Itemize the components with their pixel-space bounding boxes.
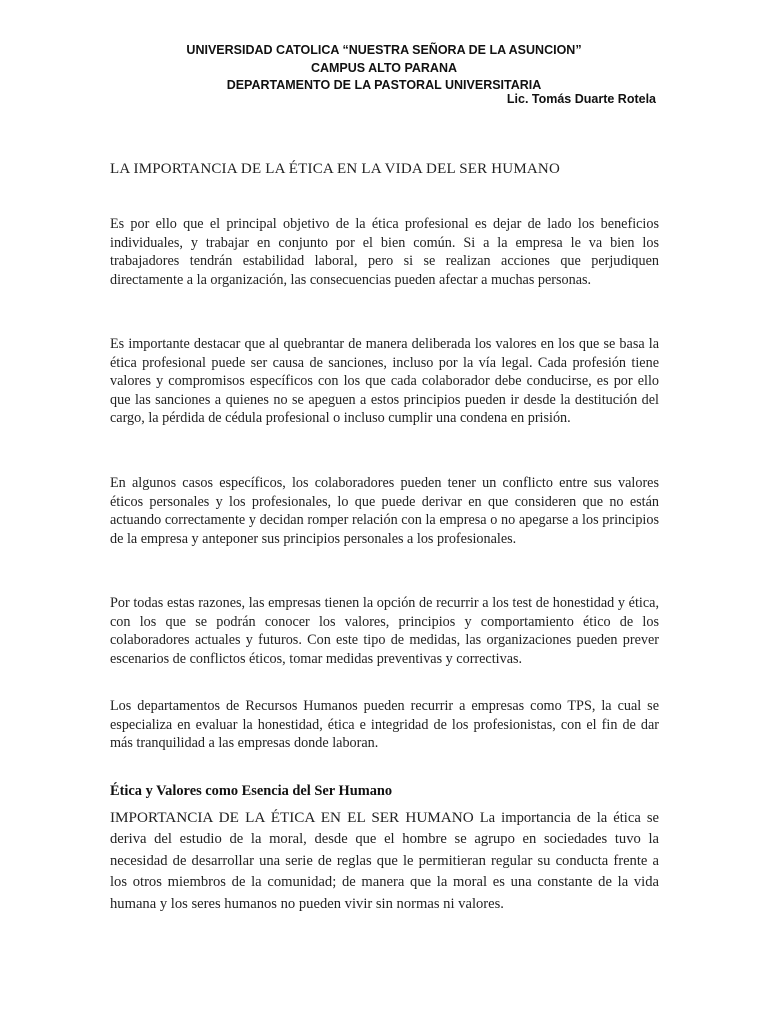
university-name: UNIVERSIDAD CATOLICA “NUESTRA SEÑORA DE LA ASUNCION”: [186, 43, 582, 57]
department-name: DEPARTAMENTO DE LA PASTORAL UNIVERSITARIA: [226, 78, 542, 92]
final-paragraph-text: La importancia de la ética se deriva del estudio de la moral, desde que el hombre se agrupo en sociedades tuvo la necesidad de desarrollar una serie de reglas que le permitieran regular su conducta frente a los otros miembros de la comunidad; de manera que la moral es una constante de la vida humana y los seres humanos no pueden vivir sin normas ni valores.: [110, 810, 659, 912]
paragraph-2: Es importante destacar que al quebrantar de manera deliberada los valores en los que se basa la ética profesional puede ser causa de sanciones, incluso por la vía legal. Cada profesión tiene valores y compromisos específicos con los que cada colaborador debe conducirse, es por ello que las sanciones a quienes no se apeguen a estos principios pueden ir desde la destitución del cargo, la pérdida de cédula profesional o incluso cumplir una condena en prisión.: [110, 336, 659, 427]
document-title: LA IMPORTANCIA DE LA ÉTICA EN LA VIDA DEL SER HUMANO: [110, 161, 560, 177]
final-paragraph: [110, 807, 659, 915]
paragraph-3: En algunos casos específicos, los colaboradores pueden tener un conflicto entre sus valores éticos personales y los profesionales, lo que puede derivar en que consideren que no están actuando correctamente y decidan romper relación con la empresa o no apegarse a los principios de la empresa y anteponer sus principios personales a los profesionales.: [110, 475, 659, 547]
paragraph-4: Por todas estas razones, las empresas tienen la opción de recurrir a los test de honestidad y ética, con los que se podrán conocer los valores, principios y comportamiento ético de los colaboradores actuales y futuros. Con este tipo de medidas, las organizaciones pueden prever escenarios de conflictos éticos, tomar medidas preventivas y correctivas.: [110, 595, 659, 667]
author-name: Lic. Tomás Duarte Rotela: [506, 92, 656, 106]
section-subheading: Ética y Valores como Esencia del Ser Humano: [110, 783, 393, 799]
paragraph-5: Los departamentos de Recursos Humanos pueden recurrir a empresas como TPS, la cual se especializa en evaluar la honestidad, ética e integridad de los profesionistas, con el fin de dar más tranquilidad a las empresas donde laboran.: [110, 698, 659, 752]
paragraph-1: Es por ello que el principal objetivo de la ética profesional es dejar de lado los beneficios individuales, y trabajar en conjunto por el bien común. Si a la empresa le va bien los trabajadores tendrán estabilidad laboral, pero si se realizan acciones que perjudiquen directamente a la organización, las consecuencias pueden afectar a muchas personas.: [110, 216, 659, 288]
final-paragraph-lead: IMPORTANCIA DE LA ÉTICA EN EL SER HUMANO: [110, 809, 474, 826]
campus-name: CAMPUS ALTO PARANA: [310, 61, 458, 75]
